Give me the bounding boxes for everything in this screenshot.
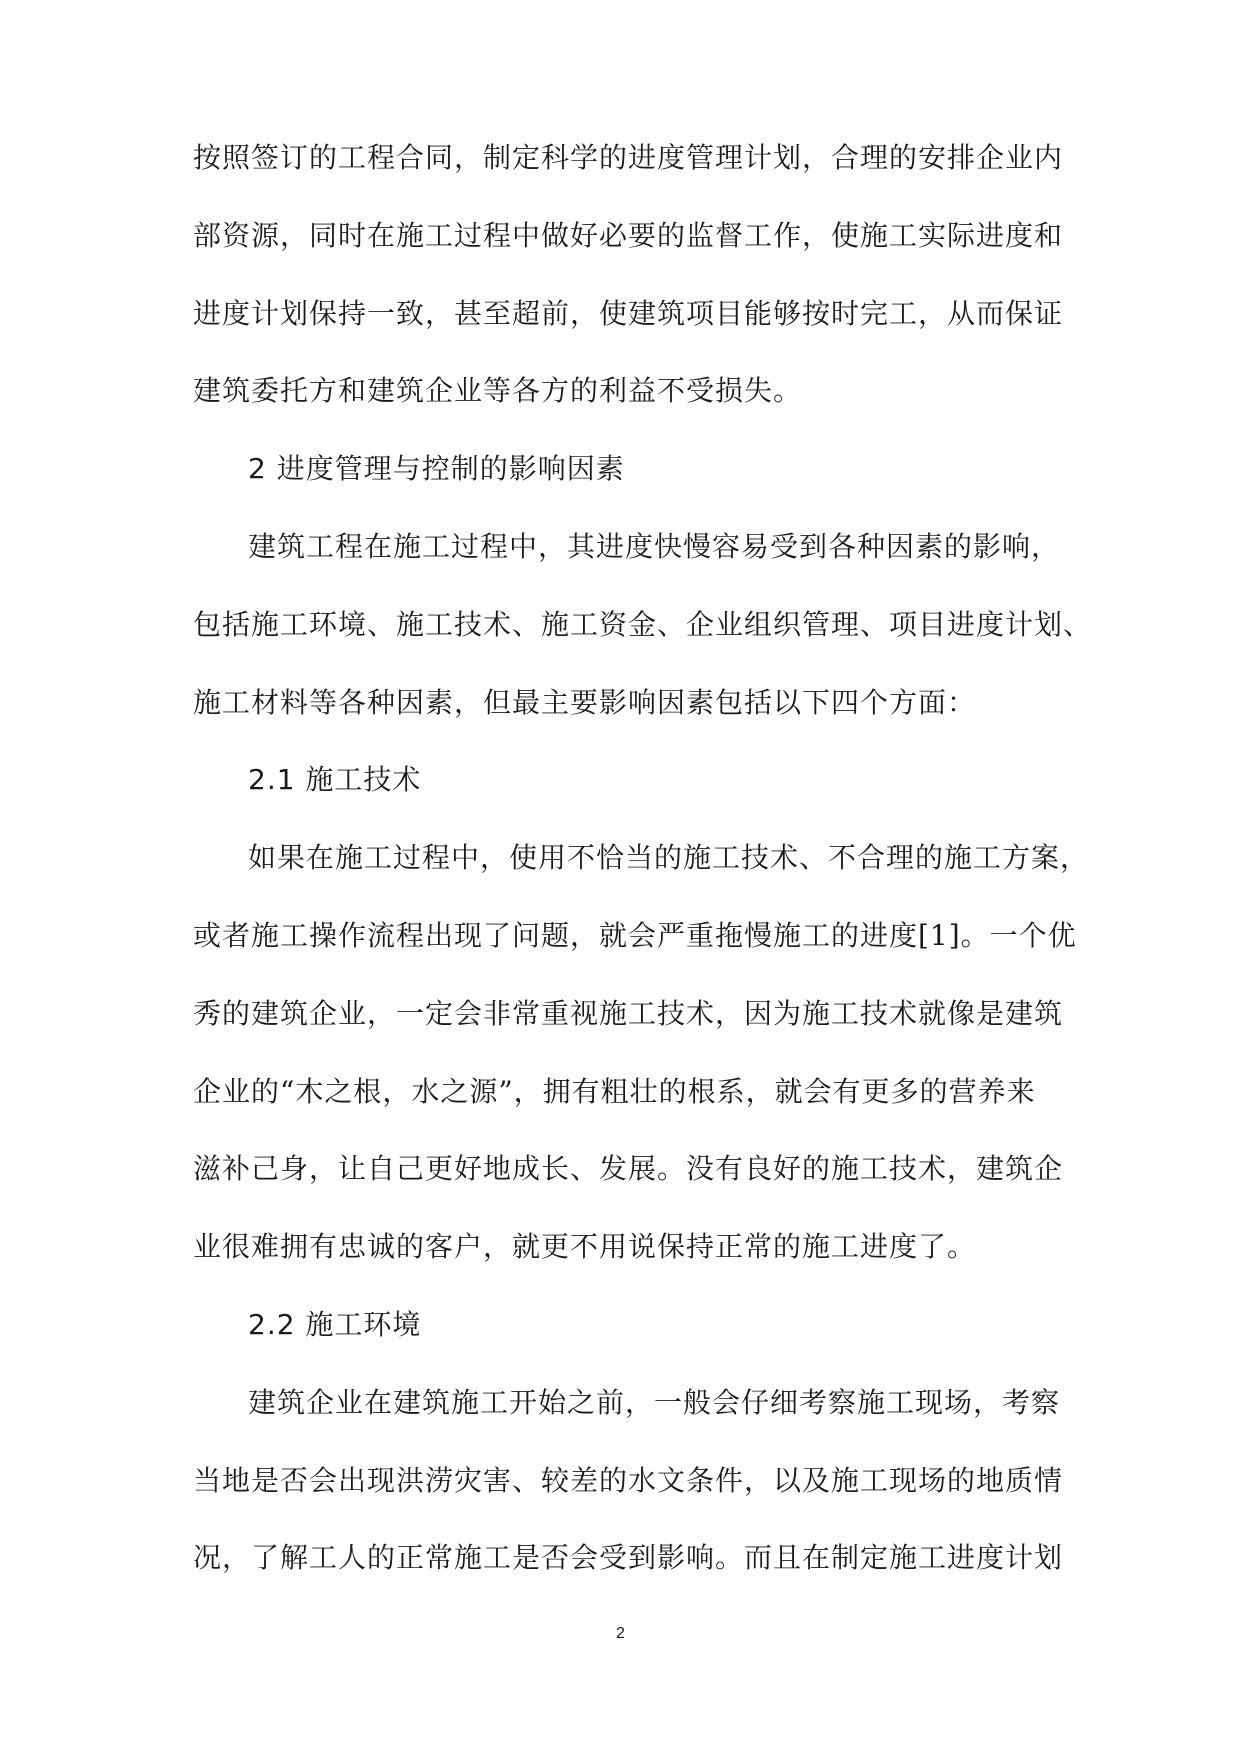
text-line-7: 包括施工环境、施工技术、施工资金、企业组织管理、项目进度计划、 [193, 608, 1093, 641]
text-line-12: 秀的建筑企业，一定会非常重视施工技术，因为施工技术就像是建筑 [193, 997, 1064, 1030]
text-line-11: 或者施工操作流程出现了问题，就会严重拖慢施工的进度[1]。一个优 [193, 919, 1077, 952]
text-line-6: 建筑工程在施工过程中，其进度快慢容易受到各种因素的影响， [248, 530, 1061, 563]
text-line-15: 业很难拥有忠诚的客户，就更不用说保持正常的施工进度了。 [193, 1230, 977, 1263]
text-line-14: 滋补己身，让自己更好地成长、发展。没有良好的施工技术，建筑企 [193, 1152, 1064, 1185]
text-line-10: 如果在施工过程中，使用不恰当的施工技术、不合理的施工方案， [248, 841, 1090, 874]
section-heading-2-2: 2.2 施工环境 [248, 1308, 422, 1341]
section-heading-2: 2 进度管理与控制的影响因素 [248, 452, 625, 485]
text-line-13: 企业的“木之根，水之源”，拥有粗壮的根系，就会有更多的营养来 [193, 1075, 1036, 1108]
text-line-17: 建筑企业在建筑施工开始之前，一般会仔细考察施工现场，考察 [248, 1386, 1061, 1419]
text-line-3: 进度计划保持一致，甚至超前，使建筑项目能够按时完工，从而保证 [193, 297, 1064, 330]
text-line-18: 当地是否会出现洪涝灾害、较差的水文条件，以及施工现场的地质情 [193, 1464, 1064, 1497]
text-line-19: 况，了解工人的正常施工是否会受到影响。而且在制定施工进度计划 [193, 1541, 1064, 1574]
text-line-4: 建筑委托方和建筑企业等各方的利益不受损失。 [193, 374, 803, 407]
text-line-8: 施工材料等各种因素，但最主要影响因素包括以下四个方面： [193, 686, 977, 719]
page-number: 2 [616, 1625, 625, 1642]
text-line-1: 按照签订的工程合同，制定科学的进度管理计划，合理的安排企业内 [193, 141, 1064, 174]
section-heading-2-1: 2.1 施工技术 [248, 763, 422, 796]
text-line-2: 部资源，同时在施工过程中做好必要的监督工作，使施工实际进度和 [193, 219, 1064, 252]
